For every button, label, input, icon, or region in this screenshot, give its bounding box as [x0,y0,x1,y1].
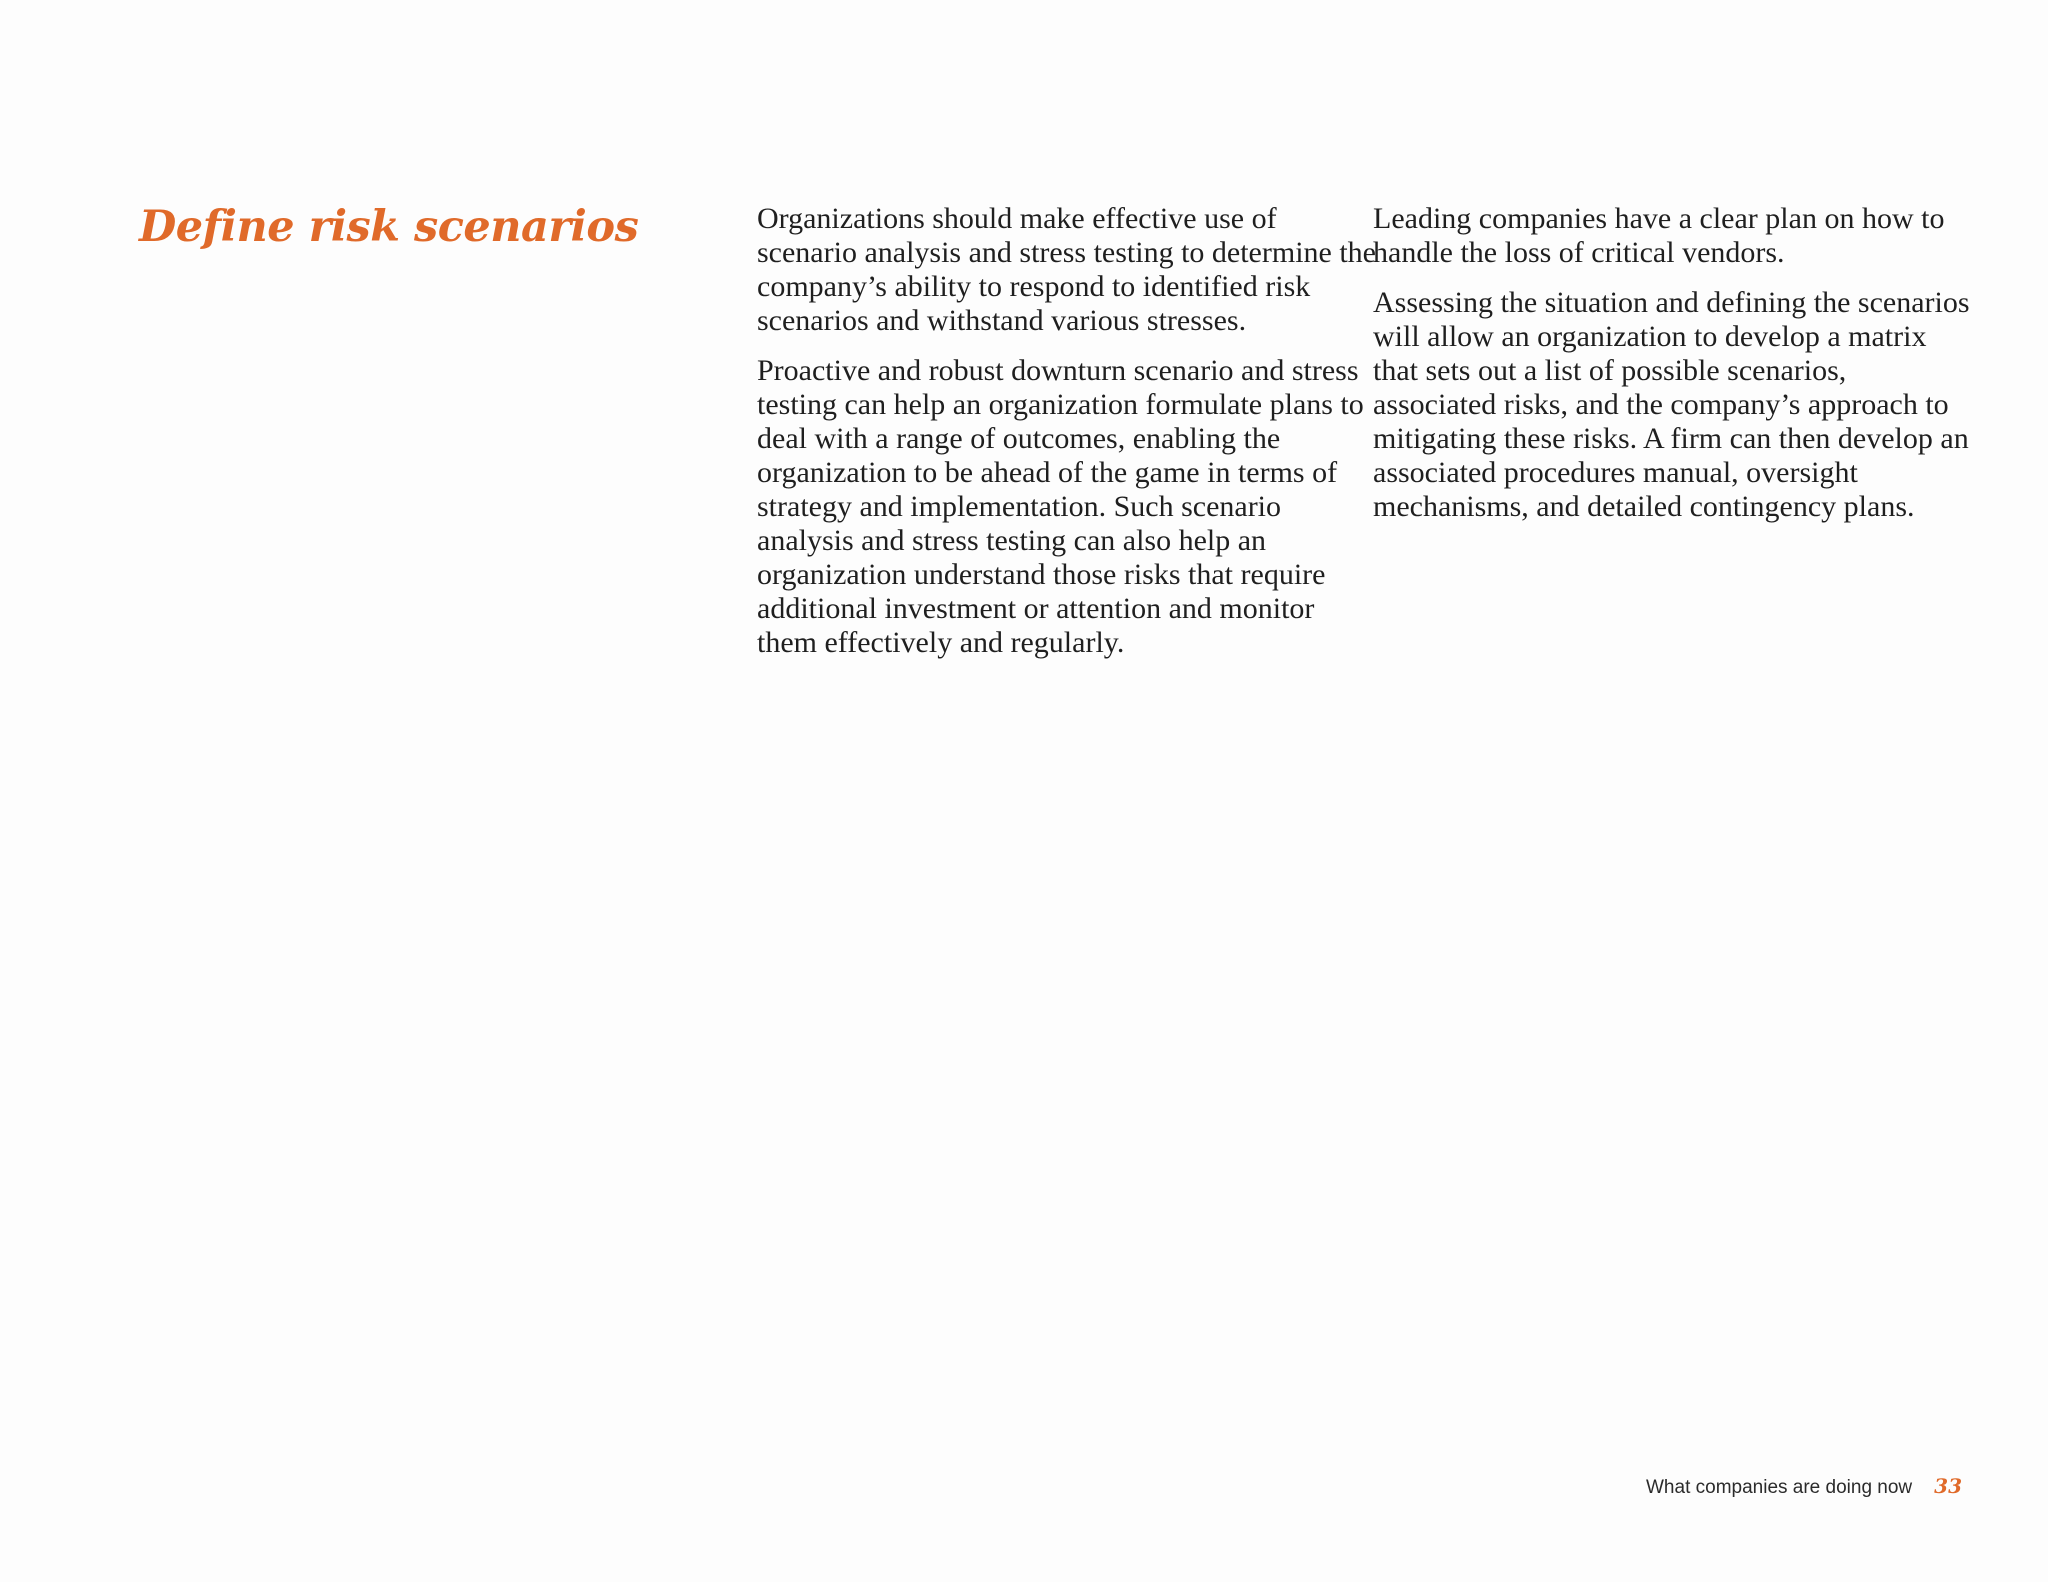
paragraph: Assessing the situation and defining the scenarios will allow an organization to develop a matrix that sets out a list of possible scenarios, associated risks, and the company’s approach to mitigating these risks. A firm can then develop an associated procedures manual, oversight mechanisms, and detailed contingency plans. [1373,286,1970,523]
footer-section-name: What companies are doing now [1646,1477,1913,1498]
body-column-right [1373,202,1973,540]
paragraph: Proactive and robust downturn scenario and stress testing can help an organization formulate plans to deal with a range of outcomes, enabling the organization to be ahead of the game in terms of strategy and implementation. Such scenario analysis and stress testing can also help an organization understand those risks that require additional investment or attention and monitor them effectively and regularly. [757,354,1364,659]
page-footer [1646,1474,1962,1499]
page-number: 33 [1934,1474,1962,1498]
body-column-left [757,202,1377,676]
paragraph: Leading companies have a clear plan on how to handle the loss of critical vendors. [1373,202,1945,269]
paragraph: Organizations should make effective use of scenario analysis and stress testing to determine the company’s ability to respond to identified risk scenarios and withstand various stresses. [757,202,1376,337]
section-title: Define risk scenarios [139,202,639,252]
